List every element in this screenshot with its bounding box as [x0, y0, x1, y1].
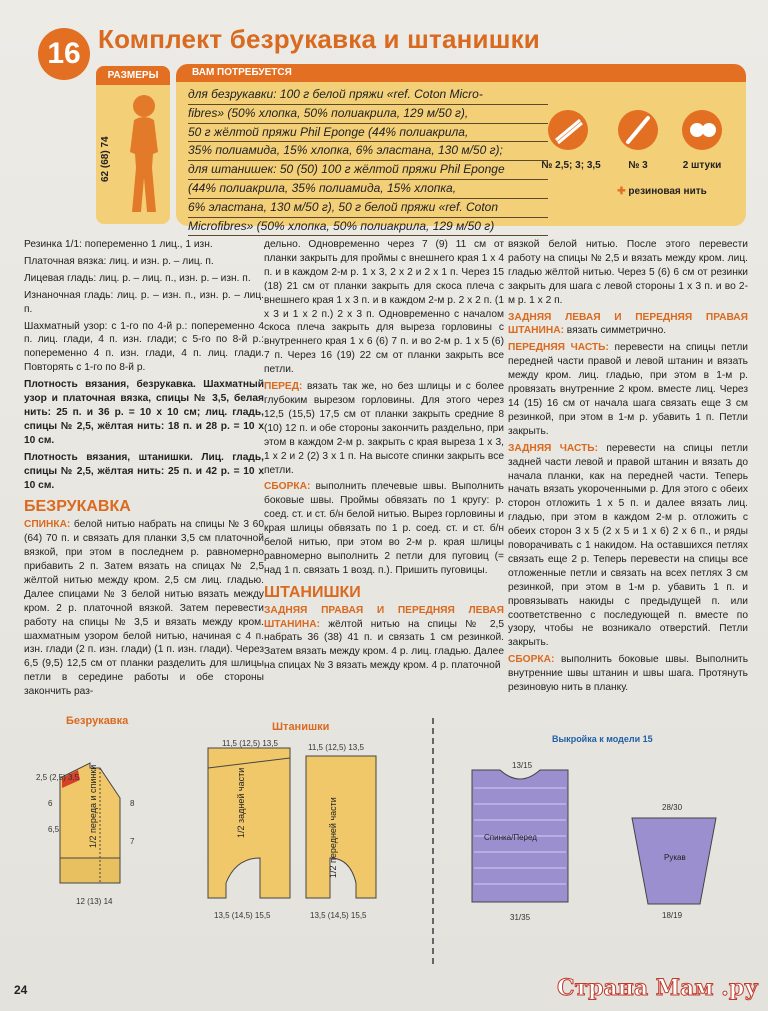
paragraph-text: белой нитью набрать на спицы № 3 60 (64) 70 п. и связать для планки 3,5 см платочной вязкой, при этом в последнем р. равномерно прибавить 2 п. Затем вязать на спицах № 2,5 жёлтой нитью между кром. 2,5 см лиц. гладью. Далее спицами № 3 белой нитью вязать между кром. 2 р. платочной вязкой. Затем перевести работу на спицы № 3,5 и вязать между кром. шахматным узором белой нитью, начиная с 4 п. изн. глади (2 п. изн. глади) (1 п. изн. глади). Через 6,5 (9,5) 12,5 см от планки разделить для шлицы петли в середине работы и обе стороны закончить раз-	[24, 519, 264, 698]
text-column-1	[24, 238, 264, 702]
svg-text:13/15: 13/15	[512, 761, 533, 770]
paragraph: Плотность вязания, безрукавка. Шахматный узор и платочная вязка, спицы № 3,5, белая нить: 25 п. и 36 р. = 10 х 10 см; лиц. гладь, спицы № 2,5, жёлтая нить: 18 п. и 28 р. = 10 х 10 см.	[24, 379, 264, 446]
vest-schematic	[36, 763, 135, 906]
yarn-line: 6% эластана, 130 м/50 г), 50 г белой пряжи «ref. Coton	[188, 199, 548, 218]
pants-front-schematic	[306, 743, 376, 920]
front-piece-label: 1/2 передней части	[328, 797, 338, 878]
subheading: ЗАДНЯЯ ПРАВАЯ И ПЕРЕДНЯЯ ЛЕВАЯ ШТАНИНА:	[264, 604, 504, 630]
paragraph	[264, 380, 504, 477]
paragraph: дельно. Одновременно через 7 (9) 11 см от планки закрыть для проймы с внешнего края 1 х 4 п. и в каждом 2-м р. 1 х 3, 2 х 2 и 2 х 1 п. Через 15 (18) 21 см от планки закрыть для скоса плеча с внешнего края 1 х 3 п. и в каждом 2-м р. 2 х 2 п. (1 х 3 и 1 х 2 п.) 2 х 3 п. Одновременно с началом скоса плеча закрыть для выреза горловины с внутреннего края 1 х 6 (6) 7 п. и во 2-м р. 1 х 5 (6) 7 п. Через 16 (19) 22 см от планки закрыть все петли.	[264, 239, 504, 376]
page-number: 24	[14, 983, 28, 997]
yarn-line: для безрукавки: 100 г белой пряжи «ref. Coton Micro-	[188, 86, 548, 105]
tools-area	[541, 104, 736, 224]
buttons-label: 2 штуки	[682, 160, 722, 171]
paragraph	[508, 442, 748, 651]
vest-piece-label: 1/2 переда и спинки	[88, 764, 98, 848]
materials-box	[176, 64, 746, 233]
elastic-label	[602, 186, 722, 197]
svg-text:18/19: 18/19	[662, 911, 683, 920]
yarn-line: Microfibres» (50% хлопка, 50% полиакрила, 129 м/50 г)	[188, 218, 548, 237]
paragraph: Плотность вязания, штанишки. Лиц. гладь, спицы № 2,5, жёлтая нить: 25 п. и 42 р. = 10 х 10 см.	[24, 451, 264, 491]
pants-back-schematic	[208, 739, 290, 920]
sp-piece-label: Спинка/Перед	[484, 833, 537, 842]
subheading: ЗАДНЯЯ ЛЕВАЯ И ПЕРЕДНЯЯ ПРАВАЯ ШТАНИНА:	[508, 311, 748, 337]
paragraph-text: выполнить боковые швы. Выполнить внутренние швы штанин и швы шага. Протянуть резиновую нить в планку.	[508, 654, 748, 694]
svg-text:11,5 (12,5) 13,5: 11,5 (12,5) 13,5	[222, 739, 278, 748]
yarn-line: 50 г жёлтой пряжи Phil Eponge (44% полиакрила,	[188, 124, 548, 143]
model15-title: Выкройка к модели 15	[552, 734, 653, 744]
elastic-text: резиновая нить	[628, 186, 707, 197]
paragraph	[508, 653, 748, 695]
paragraph	[508, 311, 748, 339]
svg-text:12 (13) 14: 12 (13) 14	[76, 897, 113, 906]
paragraph: Лицевая гладь: лиц. р. – лиц. п., изн. р. – изн. п.	[24, 272, 251, 284]
subheading: ПЕРЕДНЯЯ ЧАСТЬ:	[508, 342, 609, 354]
svg-text:11,5 (12,5) 13,5: 11,5 (12,5) 13,5	[308, 743, 364, 752]
sizes-value: 62 (68) 74	[100, 136, 111, 182]
sweater-body-schematic	[472, 761, 568, 922]
svg-text:2,5 (2,5) 3,5: 2,5 (2,5) 3,5	[36, 773, 80, 782]
subheading: СБОРКА:	[264, 481, 311, 493]
baby-silhouette-icon	[126, 92, 162, 218]
subheading: ПЕРЕД:	[264, 381, 303, 393]
svg-text:13,5 (14,5) 15,5: 13,5 (14,5) 15,5	[310, 911, 367, 920]
paragraph-text: перевести на спицы петли передней части правой и левой штанин и вязать между кром. лиц. гладью, при этом в 1-м р. провязать внутренние 2 кром. вместе лиц. Через 14 (15) 16 см от начала шага связать еще 3 см резинкой, при этом в 1-м р. убавить 1 п. Петли закрыть.	[508, 342, 749, 437]
paragraph: вязкой белой нитью. После этого перевести работу на спицы № 2,5 и вязать между кром. лиц. гладью жёлтой нитью. Через 5 (6) 6 см от резинки закрыть для шага с левой стороны 1 х 3 п. и во 2-м р. 1 х 2 п.	[508, 239, 748, 306]
subheading: ЗАДНЯЯ ЧАСТЬ:	[508, 442, 599, 454]
knitting-needles-icon	[548, 110, 588, 150]
section-heading-pants: ШТАНИШКИ	[264, 583, 361, 601]
paragraph-text: перевести на спицы петли задней части левой и правой штанин и вязать до начала планки, как на передней части. Теперь начать вязать укороченными р. Для этого с обеих сторон отложить 1 х 5 п. и далее вязать лиц. гладью, при этом в каждом 2-м р. отложить с обеих сторон 3 х 5 (2 х 5 и 1 х 6) 2 х 6 п., и ряды поворачивать с 1 накидом. На оставшихся петлях связать еще 2 р. Теперь перевести на спицы все отложенные петли и связать на всех петлях 3 см резинкой, при этом в 1-м р. убавить 1 п. и провязывать накиды с предыдущей п. или соответственно с последующей п. вместе по узору, чтобы не возникало отверстий. Петли закрыть.	[508, 442, 749, 649]
text-column-3	[508, 238, 748, 698]
paragraph	[24, 518, 264, 699]
column-divider	[432, 718, 434, 964]
needles-label: № 2,5; 3; 3,5	[541, 160, 601, 171]
paragraph: Резинка 1/1: попеременно 1 лиц., 1 изн.	[24, 239, 213, 250]
paragraph: Шахматный узор: с 1-го по 4-й р.: попеременно 4 п. лиц. глади, 4 п. изн. глади; с 5-го по 8-й р.: попеременно 4 п. изн. глади, 4 п. лиц. глади. Повторять с 1-го по 8-й р.	[24, 320, 264, 374]
back-piece-label: 1/2 задней части	[236, 767, 246, 838]
crochet-hook-icon	[618, 110, 658, 150]
buttons-icon	[682, 110, 722, 150]
yarn-list	[188, 86, 548, 236]
sizes-box	[96, 66, 170, 224]
svg-text:8: 8	[130, 799, 135, 808]
subheading: СБОРКА:	[508, 654, 555, 666]
svg-text:13,5 (14,5) 15,5: 13,5 (14,5) 15,5	[214, 911, 271, 920]
paragraph-text: вязать симметрично.	[563, 325, 667, 337]
yarn-line: fibres» (50% хлопка, 50% полиакрила, 129 м/50 г),	[188, 105, 548, 124]
yarn-line: 35% полиамида, 15% хлопка, 6% эластана, 130 м/50 г);	[188, 142, 548, 161]
watermark-logo: Страна Мам .ру	[557, 975, 759, 1001]
svg-text:31/35: 31/35	[510, 913, 531, 922]
page-title: Комплект безрукавка и штанишки	[98, 24, 540, 54]
svg-text:7: 7	[130, 837, 135, 846]
paragraph	[264, 480, 504, 577]
svg-text:6: 6	[48, 799, 53, 808]
plus-icon: ✚	[617, 186, 626, 197]
vest-schematic-title: Безрукавка	[66, 715, 129, 727]
sleeve-schematic	[632, 803, 716, 920]
hook-label: № 3	[628, 160, 648, 171]
paragraph: Изнаночная гладь: лиц. р. – изн. п., изн. р. – лиц. п.	[24, 289, 264, 315]
svg-text:6,5: 6,5	[48, 825, 60, 834]
paragraph: Платочная вязка: лиц. и изн. р. – лиц. п.	[24, 255, 214, 267]
text-column-2	[264, 238, 504, 676]
sizes-label: РАЗМЕРЫ	[96, 66, 170, 85]
pattern-number-badge: 16	[38, 28, 90, 80]
section-heading-vest: БЕЗРУКАВКА	[24, 498, 131, 516]
paragraph-text: жёлтой нитью на спицы № 2,5 набрать 36 (38) 41 п. и связать 1 см резинкой. Затем вязать между кром. 4 р. лиц. гладью. Далее на спицах № 3 вязать между кром. 4 р. платочной	[264, 618, 504, 672]
paragraph-text: выполнить плечевые швы. Выполнить боковые швы. Проймы обвязать по 1 кругу: р. соед. ст. и ст. б/н белой нитью. Вырез горловины и края шлицы обвязать по 1 р. соед. ст. и ст. б/н белой нитью, при этом во 2-м р. края шлицы равномерно выполнить 2 петли для пуговиц (= над 1 п. связать 1 возд. п.). Пришить пуговицы.	[264, 481, 504, 576]
paragraph	[508, 341, 748, 438]
materials-label: ВАМ ПОТРЕБУЕТСЯ	[176, 64, 746, 82]
subheading: СПИНКА:	[24, 519, 71, 531]
pants-schematic-title: Штанишки	[272, 721, 330, 733]
svg-text:28/30: 28/30	[662, 803, 683, 812]
paragraph-text: вязать так же, но без шлицы и с более глубоким вырезом горловины. Для этого через 12,5 (15,5) 17,5 см от планки закрыть средние 8 (10) 12 п. и обе стороны закончить раздельно, при этом в каждом 2-м р. закрыть с края выреза 1 х 3, 1 х 2 и 2 (2) 3 х 1 п. На высоте спинки закрыть все петли.	[264, 381, 504, 476]
yarn-line: для штанишек: 50 (50) 100 г жёлтой пряжи Phil Eponge	[188, 161, 548, 180]
schematics-area	[0, 708, 768, 968]
yarn-line: (44% полиакрила, 35% полиамида, 15% хлопка,	[188, 180, 548, 199]
sleeve-piece-label: Рукав	[664, 853, 686, 862]
paragraph	[264, 604, 504, 674]
